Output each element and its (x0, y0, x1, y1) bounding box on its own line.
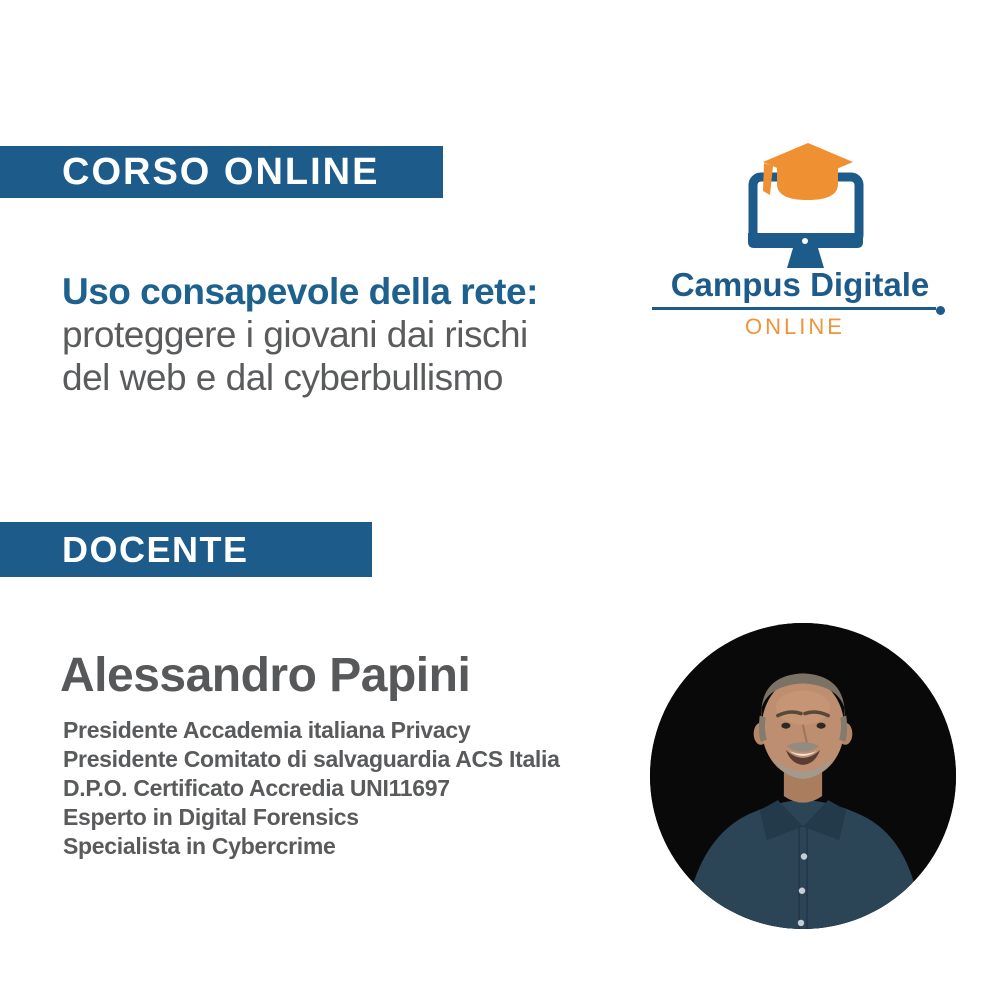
docente-badge-label: DOCENTE (62, 528, 249, 570)
logo-wordmark: Campus Digitale (670, 266, 930, 303)
docente-badge-banner (0, 522, 372, 577)
course-title-emphasis: Uso consapevole della rete: (62, 271, 538, 312)
campus-digitale-logo (645, 138, 955, 348)
logo-underline (652, 307, 936, 310)
credential-item: Specialista in Cybercrime (63, 833, 336, 859)
teacher-name: Alessandro Papini (60, 649, 471, 702)
course-badge-banner (0, 146, 443, 198)
course-title-line2: proteggere i giovani dai rischi (62, 314, 528, 355)
credential-item: Presidente Comitato di salvaguardia ACS Italia (63, 746, 560, 772)
course-title (62, 270, 642, 399)
teacher-portrait-photo (650, 623, 956, 929)
credential-item: Presidente Accademia italiana Privacy (63, 717, 471, 743)
monitor-graduation-cap-icon (700, 140, 900, 272)
credential-item: Esperto in Digital Forensics (63, 804, 359, 830)
teacher-credentials (63, 716, 583, 861)
logo-tagline: ONLINE (745, 314, 845, 339)
credential-item: D.P.O. Certificato Accredia UNI11697 (63, 775, 450, 801)
course-title-line3: del web e dal cyberbullismo (62, 357, 504, 398)
course-badge-label: CORSO ONLINE (62, 150, 380, 193)
